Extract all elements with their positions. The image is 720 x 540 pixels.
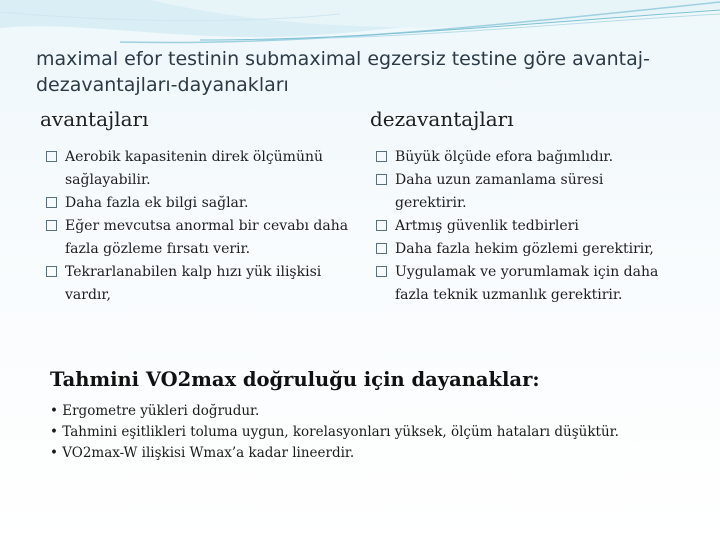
list-item — [376, 261, 666, 307]
list-item — [46, 192, 356, 215]
list-item-text: Aerobik kapasitenin direk ölçümünü sağlayabilir. — [65, 149, 324, 188]
basis-item: • Tahmini eşitlikleri toluma uygun, korelasyonları yüksek, ölçüm hataları düşüktür. — [50, 424, 619, 440]
list-item — [376, 169, 666, 215]
list-item-text: Daha uzun zamanlama süresi gerektirir. — [395, 172, 604, 211]
list-item-text: Eğer mevcutsa anormal bir cevabı daha fazla gözleme fırsatı verir. — [65, 218, 349, 257]
empty-checkbox-icon — [46, 197, 57, 208]
basis-list — [50, 401, 710, 464]
empty-checkbox-icon — [376, 243, 387, 254]
empty-checkbox-icon — [46, 266, 57, 277]
basis-heading: Tahmini VO2max doğruluğu için dayanaklar: — [50, 368, 540, 391]
disadvantages-list — [376, 146, 666, 307]
list-item-text: Uygulamak ve yorumlamak için daha fazla teknik uzmanlık gerektirir. — [395, 264, 659, 303]
list-item-text: Daha fazla hekim gözlemi gerektirir, — [395, 241, 654, 257]
list-item-text: Daha fazla ek bilgi sağlar. — [65, 195, 249, 211]
list-item — [376, 215, 666, 238]
empty-checkbox-icon — [46, 220, 57, 231]
empty-checkbox-icon — [376, 266, 387, 277]
list-item — [376, 238, 666, 261]
list-item-text: Büyük ölçüde efora bağımlıdır. — [395, 149, 614, 165]
basis-item: • VO2max-W ilişkisi Wmax’a kadar lineerdir. — [50, 445, 355, 461]
list-item-text: Tekrarlanabilen kalp hızı yük ilişkisi vardır, — [65, 264, 322, 303]
empty-checkbox-icon — [46, 151, 57, 162]
empty-checkbox-icon — [376, 220, 387, 231]
disadvantages-heading: dezavantajları — [370, 107, 514, 131]
basis-item: • Ergometre yükleri doğrudur. — [50, 403, 260, 419]
empty-checkbox-icon — [376, 151, 387, 162]
advantages-list — [46, 146, 356, 307]
list-item — [46, 215, 356, 261]
list-item — [46, 146, 356, 192]
slide-title: maximal efor testinin submaximal egzersiz testine göre avantaj-dezavantajları-dayanakları — [36, 48, 650, 96]
list-item-text: Artmış güvenlik tedbirleri — [395, 218, 579, 234]
list-item — [376, 146, 666, 169]
empty-checkbox-icon — [376, 174, 387, 185]
list-item — [46, 261, 356, 307]
advantages-heading: avantajları — [40, 107, 149, 131]
